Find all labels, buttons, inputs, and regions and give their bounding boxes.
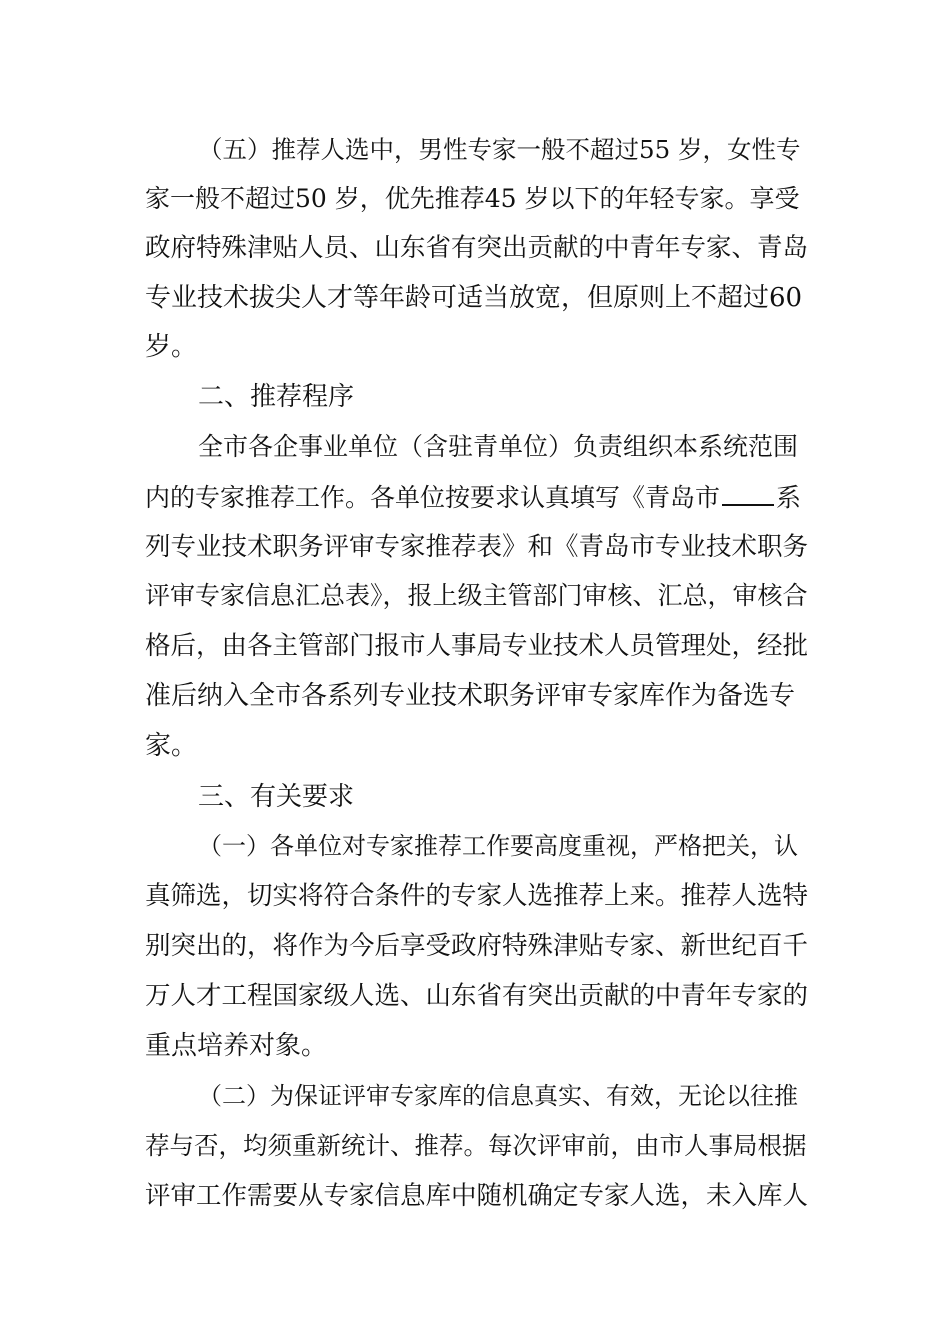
requirement-1-line-3: 别突出的，将作为今后享受政府特殊津贴专家、新世纪百千	[145, 931, 809, 961]
fill-in-blank-underline	[722, 482, 774, 506]
requirement-1-line-4: 万人才工程国家级人选、山东省有突出贡献的中青年专家的	[145, 981, 809, 1011]
section-5-line-1: （五）推荐人选中，男性专家一般不超过55 岁，女性专	[198, 135, 801, 164]
procedure-line-3: 列专业技术职务评审专家推荐表》和《青岛市专业技术职务	[145, 532, 809, 562]
procedure-line-1: 全市各企事业单位（含驻青单位）负责组织本系统范围	[198, 432, 799, 461]
heading-recommendation-procedure: 二、推荐程序	[198, 382, 355, 412]
requirement-2-line-3: 评审工作需要从专家信息库中随机确定专家人选，未入库人	[145, 1181, 809, 1211]
requirement-1-line-5: 重点培养对象。	[145, 1031, 328, 1061]
section-5-line-2: 家一般不超过50 岁，优先推荐45 岁以下的年轻专家。享受	[145, 184, 800, 213]
requirement-2-line-2: 荐与否，均须重新统计、推荐。每次评审前，由市人事局根据	[145, 1131, 807, 1160]
requirement-1-line-2: 真筛选，切实将符合条件的专家人选推荐上来。推荐人选特	[145, 881, 809, 911]
procedure-line-7: 家。	[145, 731, 198, 761]
heading-related-requirements: 三、有关要求	[198, 782, 355, 812]
procedure-line-6: 准后纳入全市各系列专业技术职务评审专家库作为备选专	[145, 681, 796, 711]
procedure-line-5: 格后，由各主管部门报市人事局专业技术人员管理处，经批	[145, 631, 809, 661]
procedure-line-4: 评审专家信息汇总表》，报上级主管部门审核、汇总，审核合	[145, 581, 808, 610]
procedure-line-2-text: 内的专家推荐工作。各单位按要求认真填写《青岛市	[145, 483, 721, 512]
procedure-line-2	[145, 482, 801, 513]
requirement-1-line-1: （一）各单位对专家推荐工作要高度重视，严格把关，认	[198, 832, 798, 860]
procedure-line-2-tail: 系	[776, 483, 802, 512]
section-5-line-5: 岁。	[145, 332, 198, 362]
section-5-line-3: 政府特殊津贴人员、山东省有突出贡献的中青年专家、青岛	[145, 233, 809, 263]
section-5-line-4: 专业技术拔尖人才等年龄可适当放宽，但原则上不超过60	[145, 283, 803, 313]
requirement-2-line-1: （二）为保证评审专家库的信息真实、有效，无论以往推	[198, 1082, 798, 1110]
